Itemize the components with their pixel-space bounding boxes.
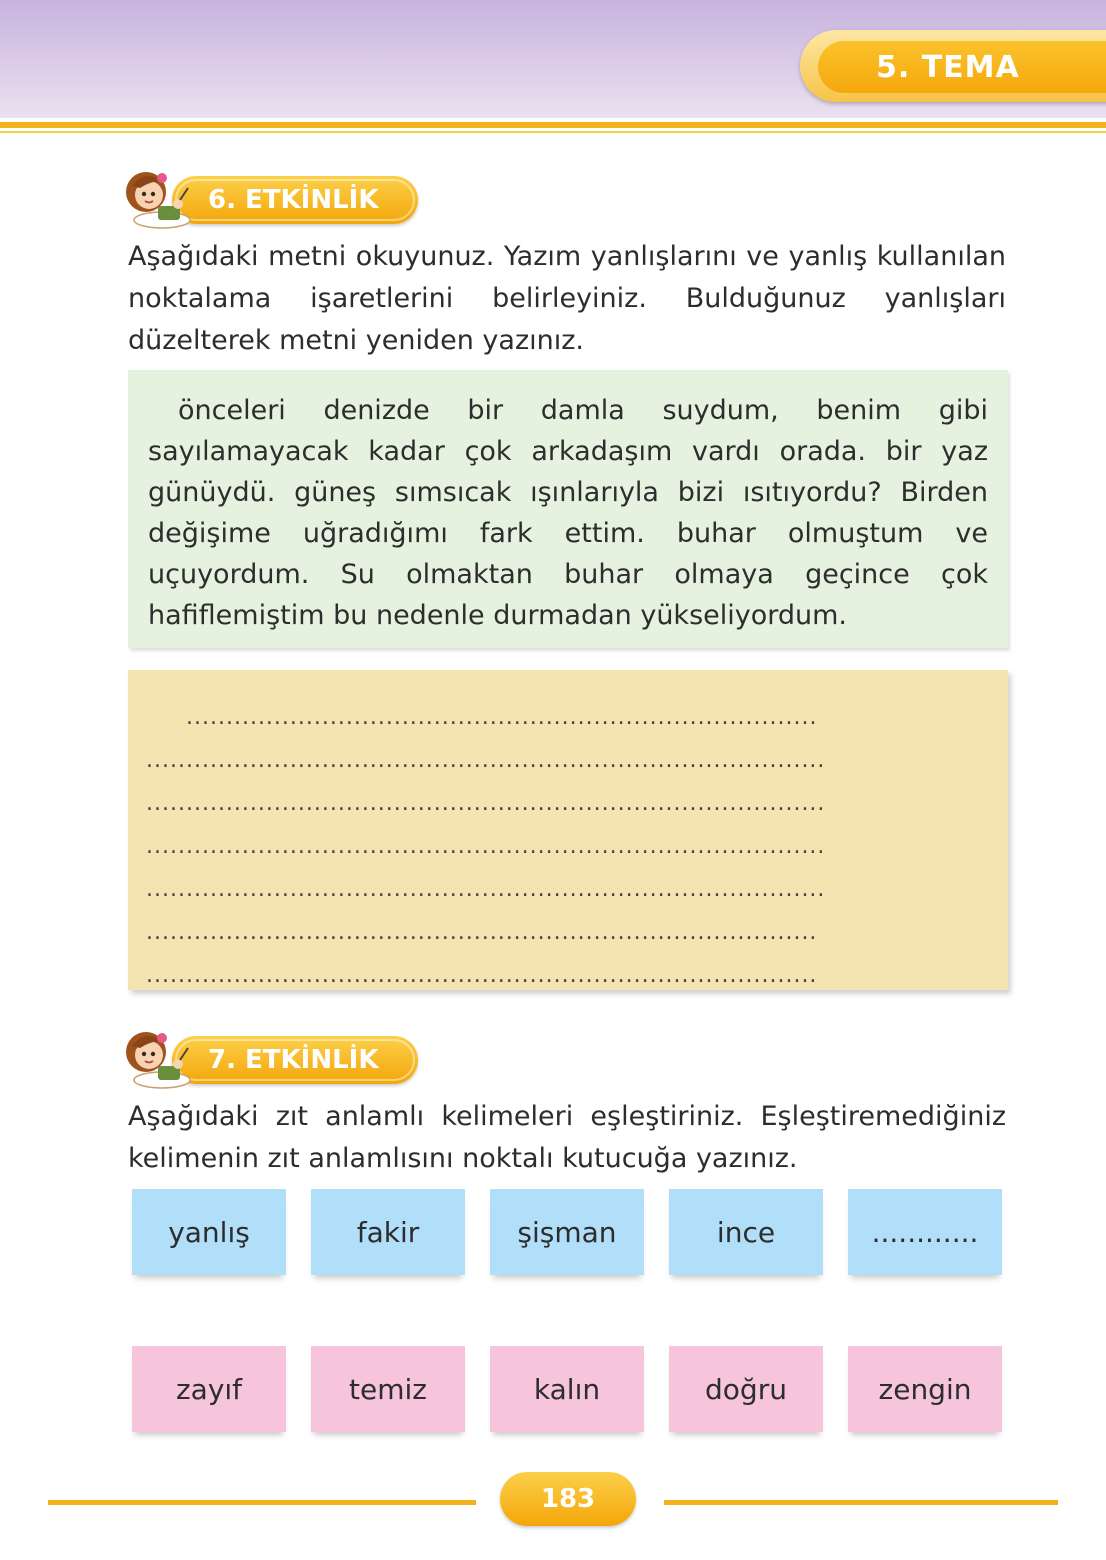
header-rule-thin [0,131,1106,133]
header-rule [0,122,1106,128]
activity-7-instruction: Aşağıdaki zıt anlamlı kelimeleri eşleştiriniz. Eşleştiremediğiniz kelimenin zıt anlamlısını noktalı kutucuğa yazınız. [128,1101,1006,1174]
answer-line[interactable]: ..................................................................................... [146,748,826,773]
activity-6-header [118,166,418,230]
passage-text: önceleri denizde bir damla suydum, benim gibi sayılamayacak kadar çok arkadaşım vardı orada. bir yaz günüydü. güneş sımsıcak ışınlarıyla bizi ısıtıyordu? Birden değişime uğradığımı fark ettim. buhar olmuştum ve uçuyordum. Su olmaktan buhar olmaya geçince çok hafiflemiştim bu nedenle durmadan yükseliyordum. [148,395,988,631]
word-card-top[interactable]: şişman [490,1189,644,1275]
activity-6-label: 6. ETKİNLİK [208,185,379,215]
answer-line[interactable]: .................................................................................... [146,920,818,945]
girl-writing-icon [118,166,200,230]
page-number: 183 [500,1472,636,1526]
word-card-top[interactable]: yanlış [132,1189,286,1275]
footer-rule-right [664,1500,1058,1505]
answer-line[interactable]: ............................................................................... [186,705,818,730]
word-card-bottom[interactable]: doğru [669,1346,823,1432]
passage-box [128,370,1008,648]
theme-badge: 5. TEMA [818,41,1106,93]
word-card-bottom[interactable]: kalın [490,1346,644,1432]
footer-rule-left [48,1500,476,1505]
answer-line[interactable]: ..................................................................................... [146,834,826,859]
blank-answer-card[interactable]: ............ [848,1189,1002,1275]
word-card-bottom[interactable]: temiz [311,1346,465,1432]
word-card-top[interactable]: ince [669,1189,823,1275]
answer-line[interactable]: ..................................................................................... [146,791,826,816]
answer-line[interactable]: .................................................................................... [146,963,818,988]
girl-writing-icon [118,1026,200,1090]
word-card-top[interactable]: fakir [311,1189,465,1275]
answer-line[interactable]: ..................................................................................... [146,877,826,902]
word-card-bottom[interactable]: zengin [848,1346,1002,1432]
activity-6-label-pill [172,176,418,224]
word-card-bottom[interactable]: zayıf [132,1346,286,1432]
answer-box[interactable] [128,670,1008,990]
activity-6-instruction: Aşağıdaki metni okuyunuz. Yazım yanlışlarını ve yanlış kullanılan noktalama işaretlerini belirleyiniz. Bulduğunuz yanlışları düzelterek metni yeniden yazınız. [128,241,1006,356]
activity-7-header [118,1026,418,1090]
activity-7-label: 7. ETKİNLİK [208,1045,379,1075]
activity-7-label-pill [172,1036,418,1084]
